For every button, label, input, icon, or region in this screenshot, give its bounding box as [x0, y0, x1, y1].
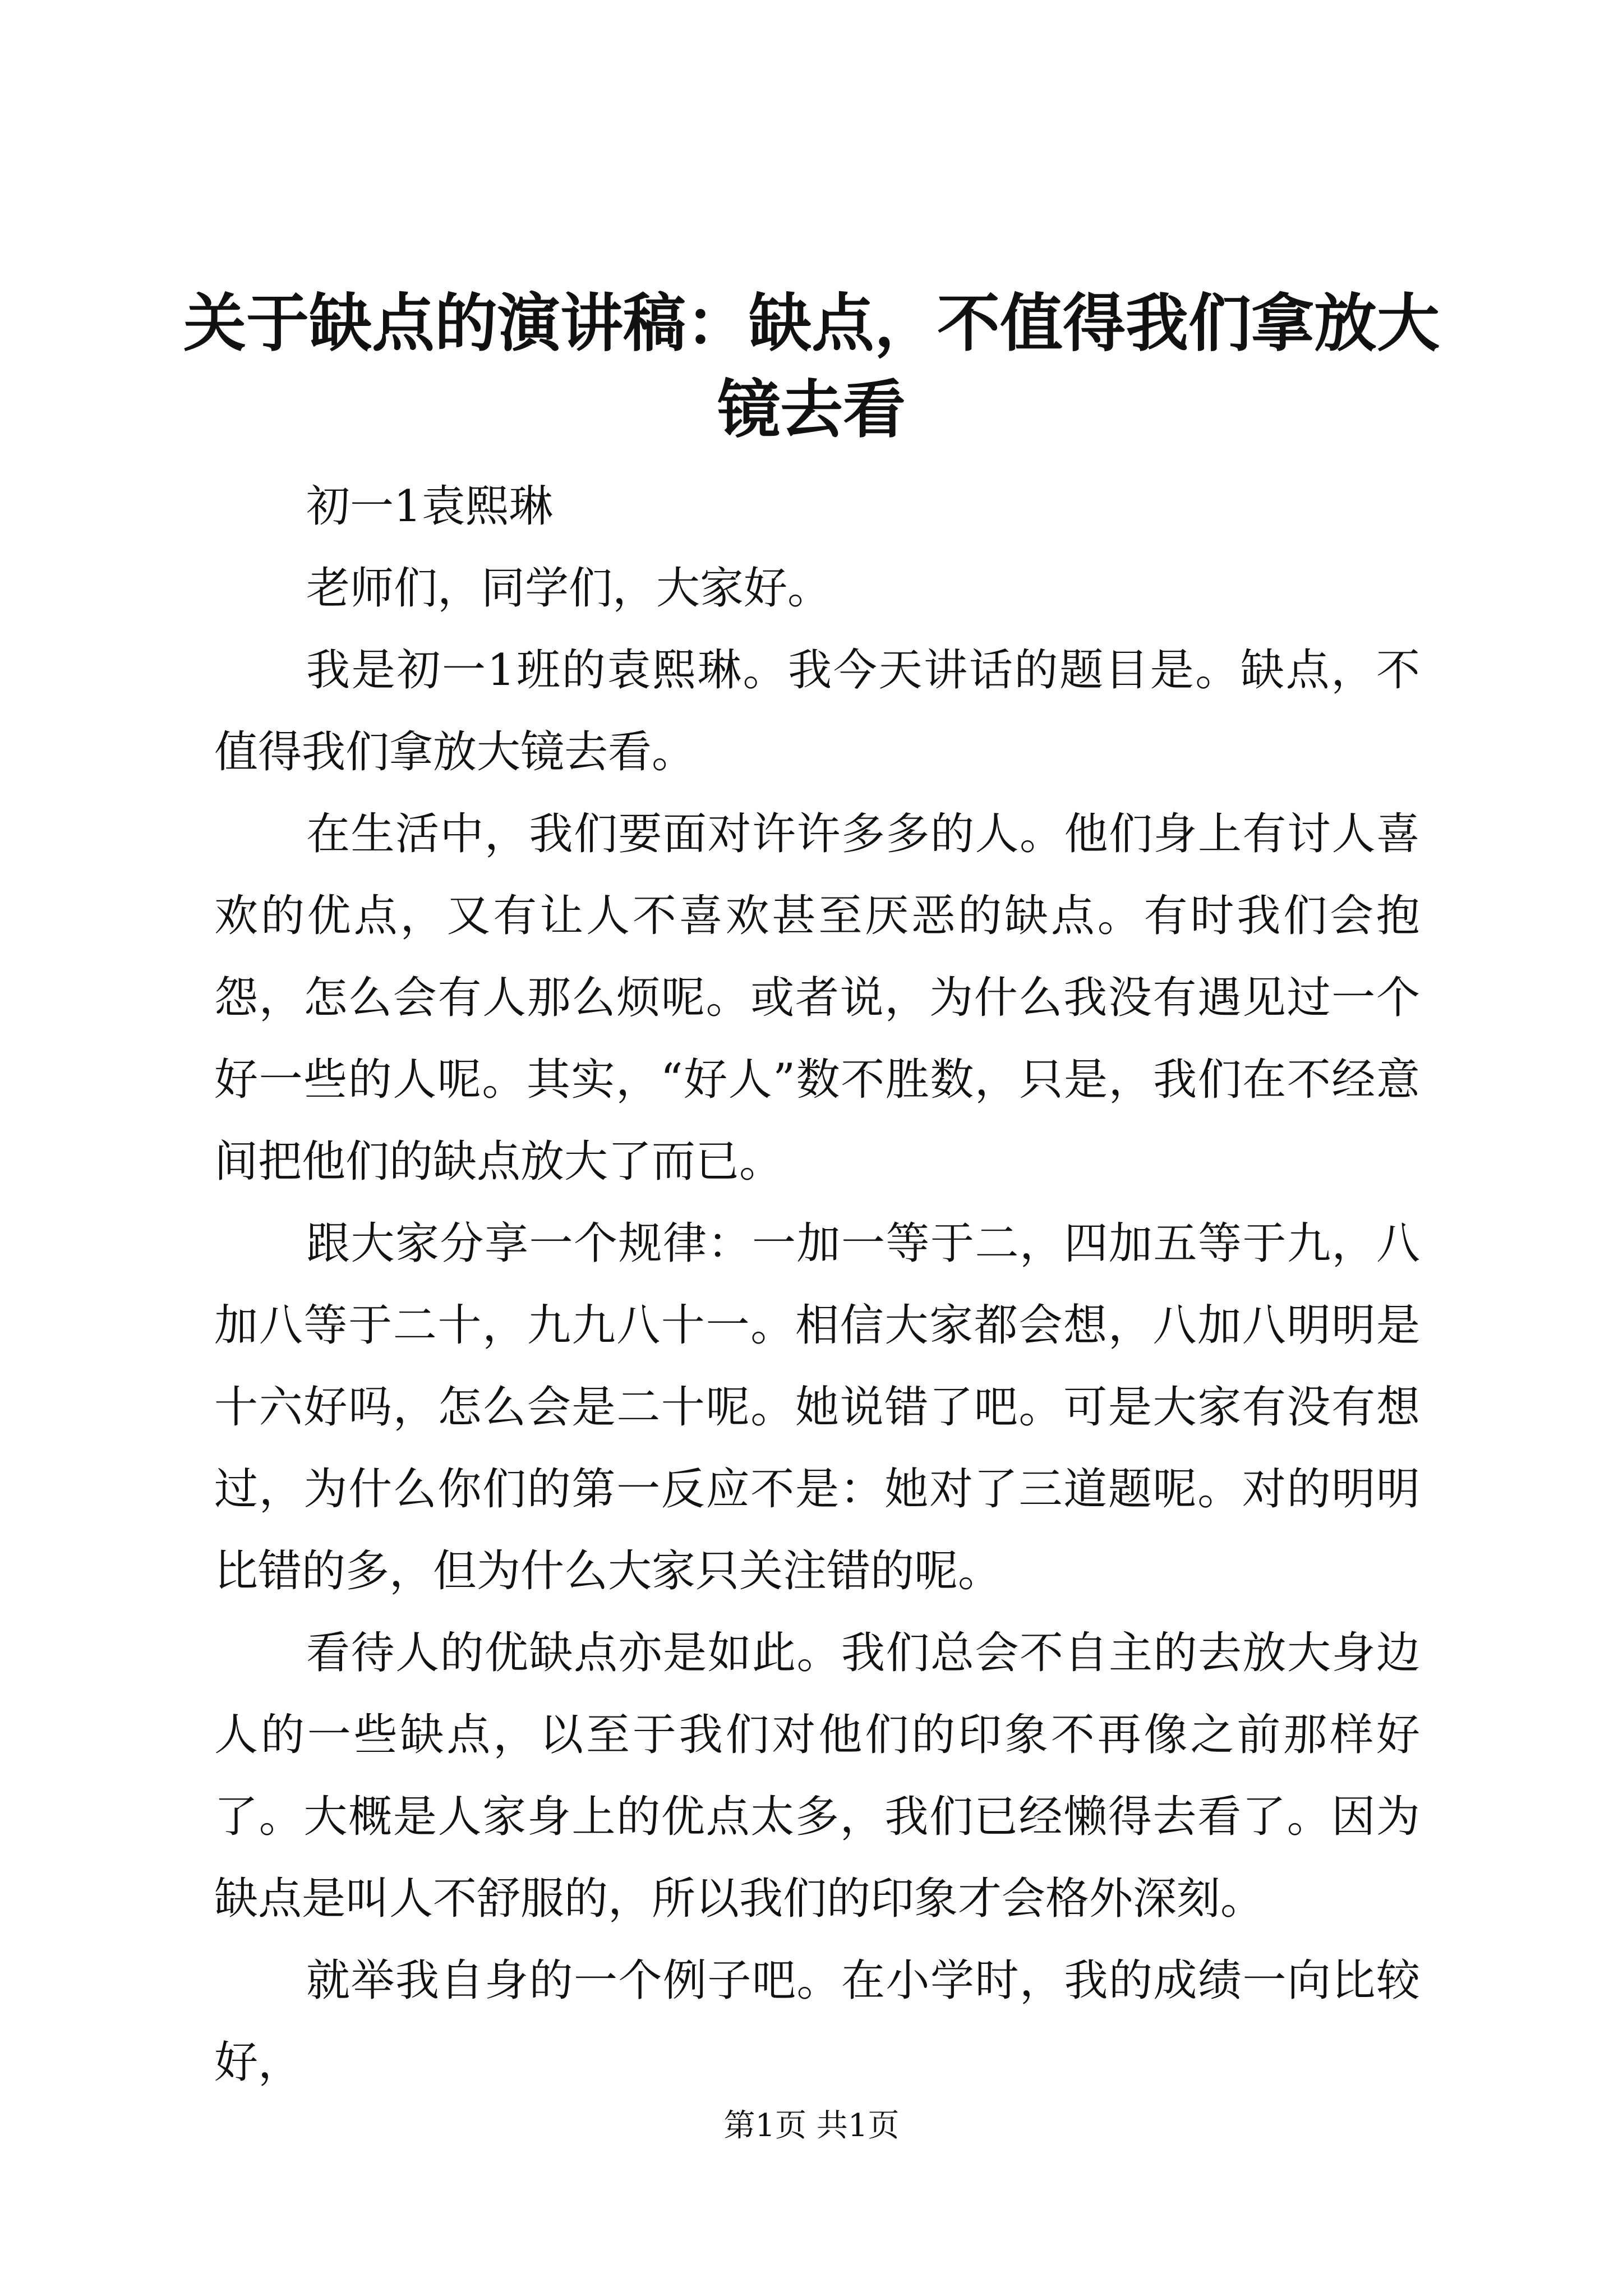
greeting-paragraph: 老师们，同学们，大家好。 — [306, 563, 832, 614]
body-paragraph: 就举我自身的一个例子吧。在小学时，我的成绩一向比较好， — [214, 1955, 1420, 2088]
document-body — [214, 466, 1420, 2104]
intro-paragraph: 我是初一1班的袁熙琳。我今天讲话的题目是。缺点，不值得我们拿放大镜去看。 — [214, 645, 1420, 777]
body-paragraph: 看待人的优缺点亦是如此。我们总会不自主的去放大身边人的一些缺点，以至于我们对他们的印象不再像之前那样好了。大概是人家身上的优点太多，我们已经懒得去看了。因为缺点是叫人不舒服的，所以我们的印象才会格外深刻。 — [214, 1628, 1420, 1924]
body-paragraph: 在生活中，我们要面对许许多多的人。他们身上有讨人喜欢的优点，又有让人不喜欢甚至厌恶的缺点。有时我们会抱怨，怎么会有人那么烦呢。或者说，为什么我没有遇见过一个好一些的人呢。其实，“好人”数不胜数，只是，我们在不经意间把他们的缺点放大了而已。 — [214, 809, 1420, 1187]
document-title: 关于缺点的演讲稿：缺点，不值得我们拿放大镜去看 — [183, 287, 1440, 447]
author-line: 初一1袁熙琳 — [306, 481, 553, 532]
body-paragraph: 跟大家分享一个规律：一加一等于二，四加五等于九，八加八等于二十，九九八十一。相信大家都会想，八加八明明是十六好吗，怎么会是二十呢。她说错了吧。可是大家有没有想过，为什么你们的第一反应不是：她对了三道题呢。对的明明比错的多，但为什么大家只关注错的呢。 — [214, 1218, 1420, 1596]
page-footer: 第1页 共1页 — [723, 2108, 900, 2144]
